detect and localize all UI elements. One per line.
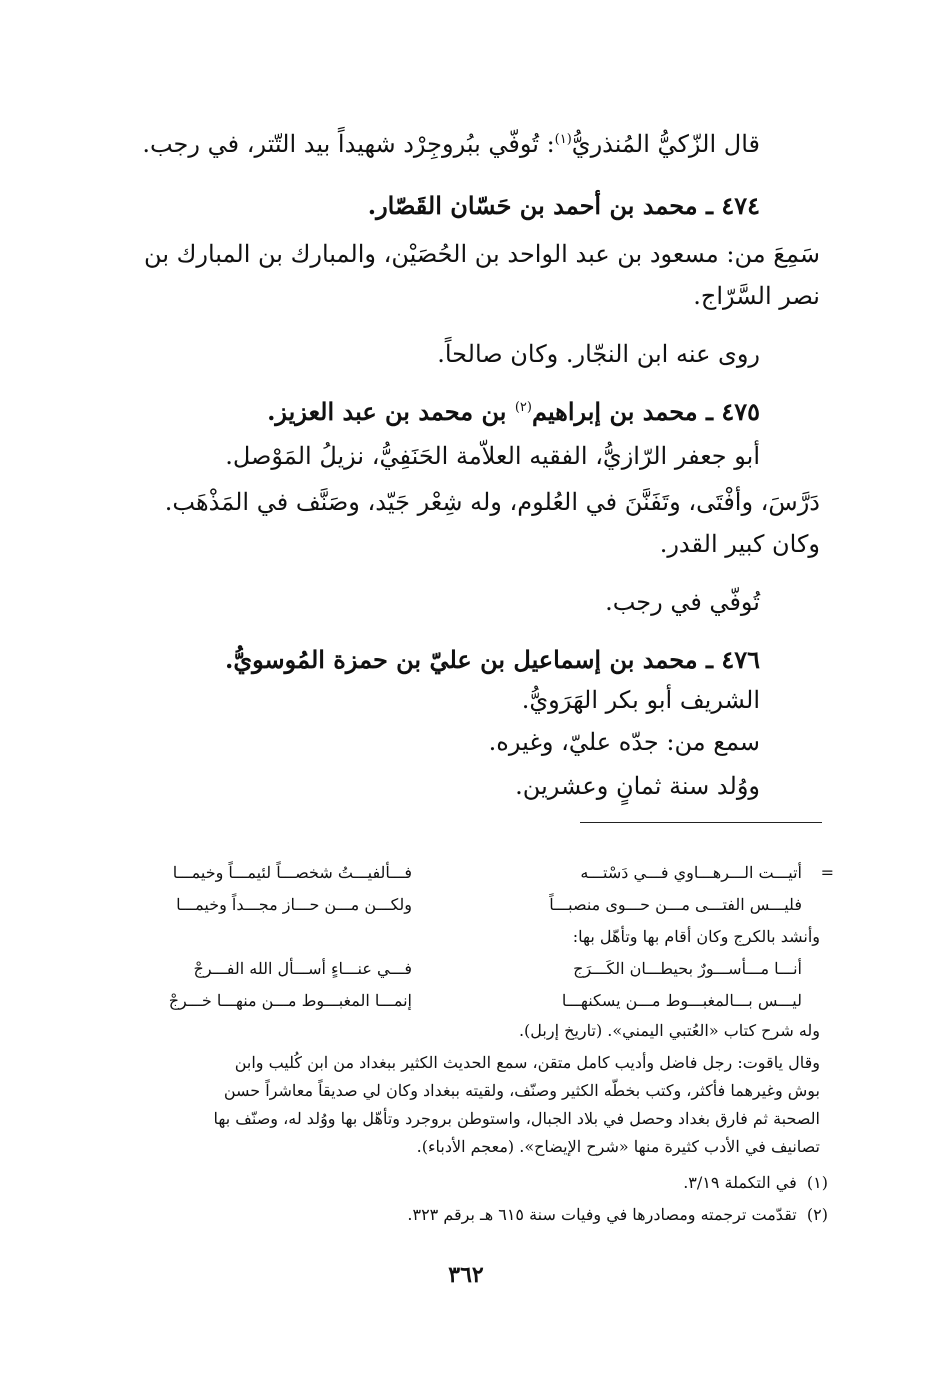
entry-title: محمد بن أحمد بن حَسّان القَصّار. bbox=[367, 191, 698, 220]
text-line bbox=[142, 128, 760, 160]
footnote-1 bbox=[683, 1172, 828, 1194]
entry-heading-475 bbox=[267, 396, 760, 428]
footnote-text: في التكملة ٣/١٩. bbox=[683, 1173, 797, 1192]
text-line: سمع من: جدّه عليّ، وغيره. bbox=[488, 728, 760, 756]
footnote-line: وأنشد بالكرج وكان أقام بها وتأهّل بها: bbox=[572, 927, 820, 946]
footnote-number: (٢) bbox=[806, 1205, 828, 1224]
entry-title: محمد بن إبراهيم bbox=[531, 397, 698, 426]
text-line: تُوفّي في رجب. bbox=[605, 588, 760, 616]
text-line: وكان كبير القدر. bbox=[659, 530, 820, 558]
text-line: أبو جعفر الرّازيُّ، الفقيه العلاّمة الحَنَفِيُّ، نزيلُ المَوْصل. bbox=[225, 442, 760, 470]
entry-heading-474 bbox=[368, 190, 760, 222]
entry-title: محمد بن إسماعيل بن عليّ بن حمزة المُوسويُّ. bbox=[225, 645, 698, 674]
footnote-ref[interactable]: (١) bbox=[554, 132, 572, 147]
text-line: ووُلد سنة ثمانٍ وعشرين. bbox=[515, 772, 760, 800]
verse-hemistich: فليـــس الفتـــى مـــن حـــوى منصبـــاً bbox=[549, 895, 802, 914]
text-line: دَرَّسَ، وأفْتَى، وتَفَنَّنَ في العُلوم، وله شِعْر جَيّد، وصَنَّف في المَذْهَب. bbox=[164, 488, 820, 516]
verse-hemistich: ليـــس بـــالمغبـــوط مـــن يسكنهـــا bbox=[561, 991, 802, 1010]
verse-hemistich: أنـــا مـــأســـورٌ بحيطـــان الكَـــرَج bbox=[573, 959, 802, 978]
entry-heading-476 bbox=[225, 644, 760, 676]
page-number: ٣٦٢ bbox=[448, 1262, 484, 1288]
footnote-ref[interactable]: (٢) bbox=[514, 400, 532, 415]
footnote-number: (١) bbox=[806, 1173, 828, 1192]
entry-title: بن محمد بن عبد العزيز. bbox=[267, 397, 507, 426]
footnote-text: تقدّمت ترجمته ومصادرها في وفيات سنة ٦١٥ هـ برقم ٣٢٣. bbox=[407, 1205, 797, 1224]
verse-hemistich: فـــي عنـــاءٍ أســـأل الله الفـــرجْ bbox=[193, 959, 412, 978]
verse-hemistich: إنمـــا المغبـــوط مـــن منهـــا خـــرجْ bbox=[168, 991, 412, 1010]
entry-number: ٤٧٤ ـ bbox=[705, 191, 760, 220]
text-line: نصر السَّرّاج. bbox=[693, 282, 820, 310]
footnote-separator bbox=[580, 822, 822, 823]
entry-number: ٤٧٦ ـ bbox=[705, 645, 760, 674]
continuation-mark: = bbox=[820, 863, 834, 882]
text-line: سَمِعَ من: مسعود بن عبد الواحد بن الحُصَيْن، والمبارك بن المبارك بن bbox=[144, 240, 820, 268]
text-segment: : تُوفّي ببُروجِرْد شهيداً بيد التّتر، في رجب. bbox=[142, 130, 555, 158]
footnote-line: الصحبة ثم فارق بغداد وحصل في بلاد الجبال، واستوطن بروجرد وتأهّل بها ووُلد له، وصنّف بها bbox=[213, 1109, 820, 1128]
verse-hemistich: أتيـــت الـــرهـــاوي فـــي دَسْتـــه bbox=[580, 863, 802, 882]
text-line: الشريف أبو بكر الهَرَويُّ. bbox=[521, 686, 760, 714]
text-segment: قال الزّكيُّ المُنذريُّ bbox=[571, 130, 760, 158]
text-line: روى عنه ابن النجّار. وكان صالحاً. bbox=[437, 340, 760, 368]
entry-number: ٤٧٥ ـ bbox=[705, 397, 760, 426]
verse-hemistich: فـــألفيـــتُ شخصـــاً لئيمـــاً وخيمـــا bbox=[172, 863, 412, 882]
verse-hemistich: ولكـــن مـــن حـــاز مجـــداً وخيمـــا bbox=[176, 895, 412, 914]
footnote-line: بوش وغيرهما فأكثر، وكتب بخطّه الكثير وصنّف، ولقيته ببغداد وكان لي صديقاً معاشراً حسن bbox=[223, 1081, 820, 1100]
footnote-line: وله شرح كتاب «العُتبي اليمني». (تاريخ إربل). bbox=[518, 1021, 820, 1040]
footnote-line: تصانيف في الأدب كثيرة منها «شرح الإيضاح». (معجم الأدباء). bbox=[416, 1137, 820, 1156]
footnote-line: وقال ياقوت: رجل فاضل وأديب كامل متقن، سمع الحديث الكثير ببغداد من ابن كُليب وابن bbox=[234, 1053, 820, 1072]
footnote-2 bbox=[407, 1204, 828, 1226]
